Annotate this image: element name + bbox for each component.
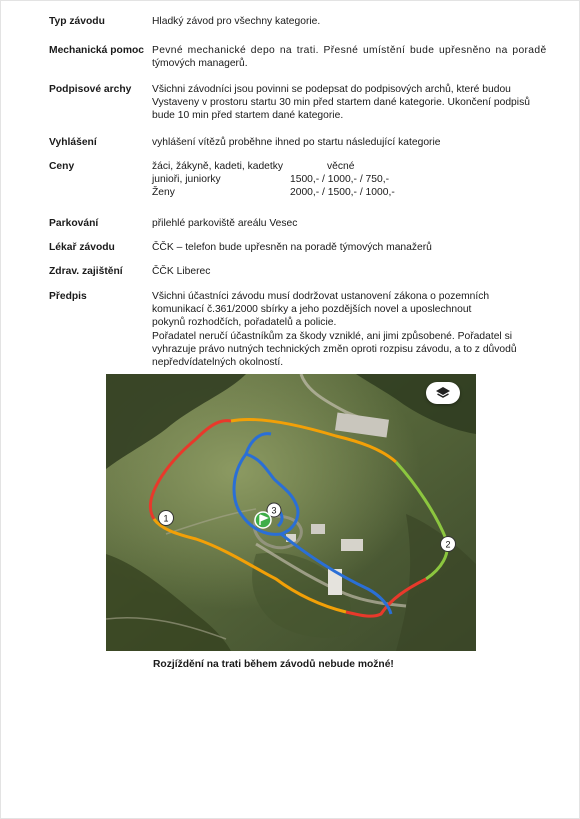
value-race-doctor: ČČK – telefon bude upřesněn na poradě týmových manažerů bbox=[152, 242, 432, 253]
prize-amount: 2000,- / 1500,- / 1000,- bbox=[290, 187, 395, 199]
prize-amount: věcné bbox=[327, 161, 355, 172]
label-announcement: Vyhlášení bbox=[49, 137, 97, 148]
map-marker-label: 2 bbox=[445, 539, 451, 550]
prize-row bbox=[152, 160, 452, 173]
layers-icon bbox=[435, 386, 451, 400]
map-caption: Rozjíždění na trati během závodů nebude možné! bbox=[153, 659, 394, 670]
label-prizes: Ceny bbox=[49, 161, 75, 172]
map-marker bbox=[159, 511, 174, 526]
signature-sheets-line: bude 10 min před startem dané kategorie. bbox=[152, 110, 344, 122]
label-parking: Parkování bbox=[49, 218, 99, 229]
label-regulation: Předpis bbox=[49, 291, 87, 302]
value-race-type: Hladký závod pro všechny kategorie. bbox=[152, 16, 321, 27]
value-mechanical-help bbox=[152, 44, 549, 70]
prize-row bbox=[152, 186, 452, 199]
mechanical-help-line: týmových managerů. bbox=[152, 58, 248, 70]
value-signature-sheets bbox=[152, 83, 549, 123]
regulation-line: nepředvídatelných okolností. bbox=[152, 357, 284, 369]
map-marker bbox=[441, 537, 456, 552]
value-announcement: vyhlášení vítězů proběhne ihned po startu následující kategorie bbox=[152, 137, 441, 148]
prize-amount: 1500,- / 1000,- / 750,- bbox=[290, 174, 390, 186]
signature-sheets-line: Vystaveny v prostoru startu 30 min před startem dané kategorie. Ukončení podpisů bbox=[152, 97, 530, 109]
value-medical-support: ČČK Liberec bbox=[152, 266, 211, 277]
prize-category: žáci, žákyně, kadeti, kadetky bbox=[152, 161, 284, 172]
prize-row bbox=[152, 173, 452, 186]
prize-table bbox=[152, 160, 452, 200]
regulation-line: komunikací č.361/2000 sbírky a jeho pozdějších novel a uposlechnout bbox=[152, 304, 472, 316]
label-race-type: Typ závodu bbox=[49, 16, 105, 27]
start-flag-icon bbox=[255, 512, 271, 528]
course-map bbox=[106, 374, 476, 651]
label-race-doctor: Lékař závodu bbox=[49, 242, 115, 253]
label-mechanical-help: Mechanická pomoc bbox=[49, 45, 144, 56]
label-medical-support: Zdrav. zajištění bbox=[49, 266, 123, 277]
layers-button[interactable] bbox=[426, 382, 460, 404]
regulation-line: Všichni účastníci závodu musí dodržovat ustanovení zákona o pozemních bbox=[152, 291, 490, 302]
signature-sheets-line: Všichni závodníci jsou povinni se podepsat do podpisových archů, které budou bbox=[152, 84, 511, 95]
map-marker-label: 3 bbox=[271, 505, 277, 516]
regulation-line: Pořadatel neručí účastníkům za škody vzniklé, ani jimi způsobené. Pořadatel si bbox=[152, 330, 513, 342]
mechanical-help-line: Pevné mechanické depo na trati. Přesné umístění bude upřesněno na poradě bbox=[152, 45, 547, 56]
course-map-image bbox=[106, 374, 476, 651]
label-signature-sheets: Podpisové archy bbox=[49, 84, 132, 95]
prize-category: junioři, juniorky bbox=[152, 174, 221, 186]
regulation-line: vyhrazuje právo nutných technických změn oproti rozpisu závodu, a to z důvodů bbox=[152, 343, 517, 355]
value-parking: přilehlé parkoviště areálu Vesec bbox=[152, 218, 298, 229]
value-regulation bbox=[152, 290, 549, 369]
map-marker-label: 1 bbox=[163, 513, 169, 524]
prize-category: Ženy bbox=[152, 187, 175, 199]
regulation-line: pokynů rozhodčích, pořadatelů a policie. bbox=[152, 317, 337, 329]
